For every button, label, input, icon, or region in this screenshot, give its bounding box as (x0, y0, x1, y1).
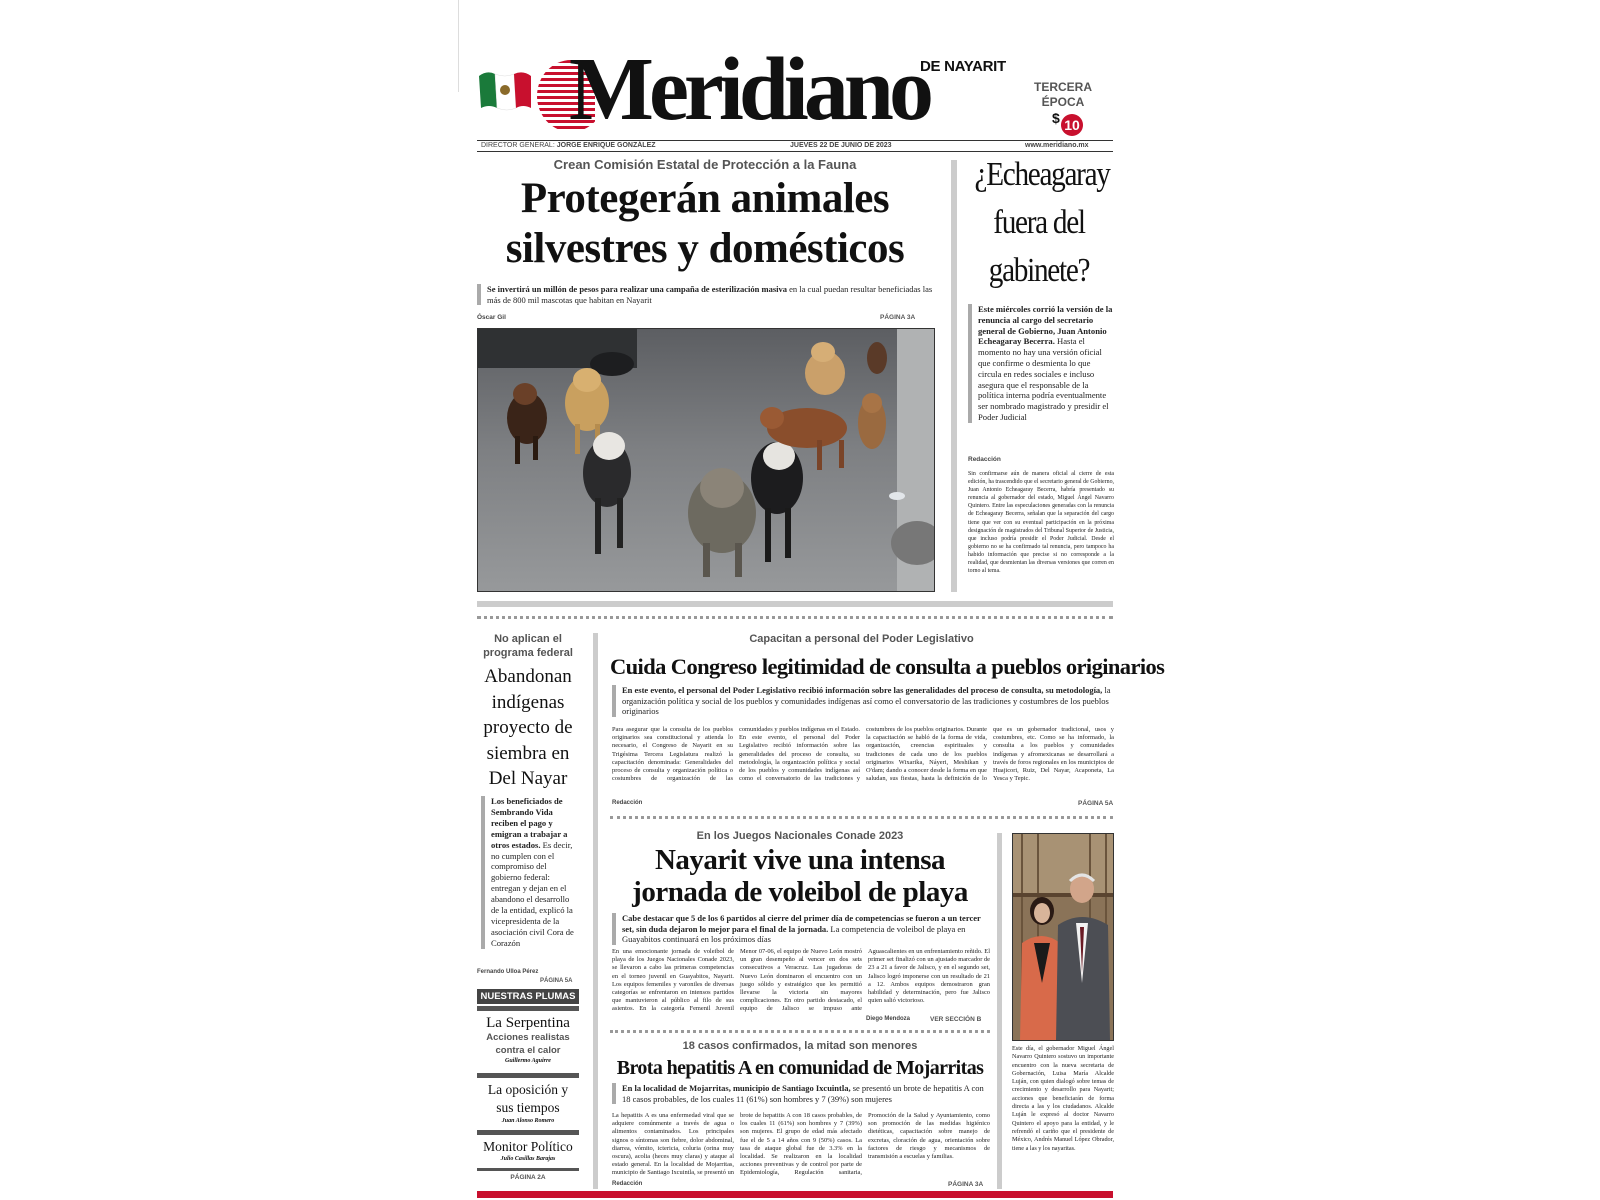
masthead-title: Meridiano (569, 40, 929, 139)
stray-dogs-photo (477, 328, 935, 592)
right-column-divider (997, 833, 1002, 1189)
plumas-item-2-sub1: sus tiempos (496, 1100, 560, 1115)
plumas-item-2-author: Juan Alonso Romero (501, 1118, 555, 1124)
page-edge-line (458, 0, 459, 92)
bottom-red-rule (477, 1191, 1113, 1198)
congreso-lead-rest: la organización política y social de los pueblos y comunidades indígenas así como el conversatorio de las tradiciones y costumbres de los pueblos originarios (622, 685, 1111, 716)
main-headline-line-1: Protegerán animales (520, 175, 890, 222)
side-headline-3: gabinete? (988, 252, 1090, 289)
left-headline-2: indígenas (491, 691, 565, 713)
plumas-item-1[interactable] (477, 1014, 579, 1065)
left-column-divider (593, 633, 598, 1189)
voleibol-headline-2: jornada de voleibol de playa (632, 876, 968, 908)
plumas-header: NUESTRAS PLUMAS (477, 989, 579, 1004)
main-lead-rest: en la cual puedan resultar beneficiadas las más de 800 mil mascotas que habitan en Nayarit (487, 284, 933, 305)
plumas-item-1-author: Guillermo Aguirre (505, 1058, 551, 1064)
left-headline-3: proyecto de (483, 717, 573, 738)
side-divider (951, 160, 957, 592)
side-lead-bold: Este miércoles corrió la versión de la renuncia al cargo del secretario general de Gobierno, Juan Antonio Echeagaray Becerra. (978, 304, 1113, 347)
hepatitis-page-ref: PÁGINA 3A (948, 1181, 984, 1188)
edition-line-1: TERCERA (1033, 80, 1092, 94)
voleibol-byline: Diego Mendoza (866, 1016, 911, 1022)
hepatitis-byline: Redacción (612, 1181, 643, 1187)
left-headline (477, 664, 579, 792)
left-byline: Fernando Ulloa Pérez (477, 969, 539, 975)
voleibol-kicker: En los Juegos Nacionales Conade 2023 (696, 830, 904, 842)
hepatitis-lead-bold: En la localidad de Mojarritas, municipio de Santiago Ixcuintla, (622, 1083, 851, 1093)
price-currency: $ (1052, 110, 1060, 126)
plumas-bar-3 (477, 1130, 579, 1135)
congreso-body: Para asegurar que la consulta de los pueblos originarios sea constitucional y atienda lo necesario, el Congreso de Nayarit en su Trigésima Tercera Legislatura realizó la capacitación denominada: Generalidades del proceso de consulta y organización política o costumbres de organización de las comunidades y pueblos indígenas en el Estado. En este evento, el personal del Poder Legislativo recibió información sobre las generalidades del proceso de consulta, su metodología, la organización política y social de los pueblos y comunidades indígenas así como el conversatorio de las tradiciones y costumbres de los pueblos originarios. Durante la capacitación se habló de la forma de vida, organización, creencias espirituales y tradiciones de cada uno de los pueblos originarios Wixarika, Náyeri, Meshikan y O'dam; dando a conocer desde la forma en que saludan, sus fiestas, hasta la definición de lo que es un gobernador tradicional, usos y costumbres, etc. Como se ha informado, la consulta a los pueblos y comunidades indígenas y afromexicanas se desarrollará a través de foros regionales en los municipios de Huajicori, Ruiz, Del Nayar, Acaponeta, La Yesca y Tepic. (612, 726, 1114, 783)
section-bar (477, 601, 1113, 607)
plumas-bar-2 (477, 1073, 579, 1078)
congreso-headline: Cuida Congreso legitimidad de consulta a pueblos originarios (610, 654, 1165, 679)
congreso-page-ref: PÁGINA 5A (1078, 800, 1114, 807)
dotted-separator-1 (477, 616, 1113, 619)
masthead (477, 40, 1113, 142)
side-lead (968, 304, 1114, 423)
hepatitis-headline: Brota hepatitis A en comunidad de Mojarritas (616, 1057, 984, 1079)
main-headline-line-2: silvestres y domésticos (505, 225, 905, 272)
left-lead-rest: Es decir, no cumplen con el compromiso del gobierno federal: entregan y dejan en el abandono el desarrollo de la entidad, explicó la vicepresidenta de la asociación civil Cora de Corazón (491, 839, 574, 948)
main-kicker: Crean Comisión Estatal de Protección a la Fauna (553, 157, 857, 172)
mexico-flag-icon (477, 68, 533, 112)
voleibol-body: En una emocionante jornada de voleibol de playa de los Juegos Nacionales Conade 2023, se llevaron a cabo las primeras competencias en el torneo juvenil en Guayabitos, Nayarit. Los equipos femeniles y varoniles de diversas categorías se enfrentaron en intensos partidos que mantuvieron al público al filo de sus asientos. En la categoría Femenil Juvenil Menor 07-06, el equipo de Nuevo León mostró un gran desempeño al vencer en dos sets consecutivos a Veracruz. Las jugadoras de Nuevo León dominaron el encuentro con un juego sólido y estratégico que les permitió llevarse la victoria sin mayores complicaciones. En otro partido destacado, el equipo de Jalisco se impuso ante Aguascalientes en un enfrentamiento reñido. El primer set finalizó con un ajustado marcador de 23 a 21 a favor de Jalisco, y en el segundo set, Jalisco logró imponerse con un resultado de 21 a 12. Ambos equipos demostraron gran habilidad y determinación, pero fue Jalisco quien salió victorioso. (612, 948, 990, 1013)
hepatitis-lead-rest: se presentó un brote de hepatitis A con 18 casos probables, de los cuales 11 (61%) son hombres y 7 (39%) son mujeres (622, 1083, 984, 1104)
plumas-page-ref: PÁGINA 2A (510, 1174, 546, 1181)
masthead-region: DE NAYARIT (920, 58, 1006, 75)
left-page-ref: PÁGINA 5A (540, 978, 573, 984)
main-byline: Óscar Gil (477, 314, 506, 321)
plumas-item-1-title: La Serpentina (486, 1015, 570, 1031)
plumas-item-3-author: Julio Casillas Barajas (500, 1156, 556, 1162)
main-page-ref: PÁGINA 3A (880, 314, 916, 321)
plumas-item-2[interactable] (477, 1081, 579, 1125)
edition-line-2: ÉPOCA (1041, 95, 1085, 109)
side-headline-1: ¿Echeagaray (974, 156, 1110, 193)
left-headline-1: Abandonan (484, 666, 572, 687)
hepatitis-kicker: 18 casos confirmados, la mitad son menores (682, 1040, 918, 1052)
date-bar (477, 140, 1113, 152)
dotted-separator-2 (610, 816, 1113, 819)
director-name: JORGE ENRIQUE GONZÁLEZ (556, 142, 656, 149)
issue-date: JUEVES 22 DE JUNIO DE 2023 (790, 142, 892, 149)
plumas-item-3-title: Monitor Político (483, 1139, 573, 1154)
main-lead-bold: Se invertirá un millón de pesos para realizar una campaña de esterilización masiva (487, 284, 788, 294)
left-lead-bold: Los beneficiados de Sembrando Vida reciben el pago y emigran a trabajar a otros estados. (491, 796, 568, 850)
voleibol-page-ref: VER SECCIÓN B (930, 1016, 982, 1023)
plumas-bar-4 (477, 1168, 579, 1171)
congreso-lead (612, 685, 1112, 717)
main-lead (477, 284, 933, 305)
hepatitis-body: La hepatitis A es una enfermedad viral que se adquiere comúnmente a través de agua o alimentos contaminados. Los principales signos o síntomas son fiebre, dolor abdominal, diarrea, vómito, ictericia, coluria (orina muy oscura), acolia (heces muy claras) y ataque al estado general. En la localidad de Mojarritas, municipio de Santiago Ixcuintla, se presentó un brote de hepatitis A con 18 casos probables, de los cuales 11 (61%) son hombres y 7 (39%) son mujeres. El grupo de edad más afectado fue el de 5 a 14 años con 9 (50%) casos. La tasa de ataque global fue de 3.3% en la localidad. Se realizaron en la localidad acciones preventivas y de control por parte de Epidemiología, Regulación sanitaria, Promoción de la Salud y Ayuntamiento, como son promoción de las medidas higiénico dietéticas, capacitación sobre manejo de excretas, cloración de agua, orientación sobre factores de riesgo y mecanismos de transmisión a escuelas y familias. (612, 1112, 990, 1177)
left-headline-4: siembra en (486, 742, 570, 764)
hepatitis-lead (612, 1083, 990, 1104)
plumas-item-1-sub1: Acciones realistas (486, 1032, 570, 1043)
left-lead (481, 796, 579, 949)
left-headline-5: Del Nayar (488, 768, 568, 789)
voleibol-lead-bold: Cabe destacar que 5 de los 6 partidos al cierre del primer día de competencias se fueron a un tercer set, sin duda dejaron lo mejor para el final de la jornada. (622, 913, 981, 934)
congreso-lead-bold: En este evento, el personal del Poder Legislativo recibió información sobre las generalidades del proceso de consulta, su metodología, (622, 685, 1103, 695)
plumas-item-3[interactable] (477, 1138, 579, 1163)
price-badge: 10 (1061, 114, 1083, 136)
side-byline: Redacción (968, 456, 1001, 463)
site-url[interactable]: www.meridiano.mx (1025, 142, 1089, 149)
left-kicker: No aplican el programa federal (483, 633, 573, 659)
side-lead-rest: Hasta el momento no hay una versión oficial que confirme o desmienta lo que circula en redes sociales e incluso asegura que el responsable de la política interna podría eventualmente ser nombrado magistrado y presidir el Poder Judicial (978, 336, 1109, 422)
voleibol-headline-1: Nayarit vive una intensa (654, 844, 946, 876)
side-headline-2: fuera del (993, 204, 1085, 241)
governor-meeting-photo (1012, 833, 1114, 1041)
congreso-kicker: Capacitan a personal del Poder Legislativo (749, 633, 974, 645)
photo-caption: Este día, el gobernador Miguel Ángel Navarro Quintero sostuvo un importante encuentro con la nueva secretaria de Gobernación, Luisa María Alcalde Luján, con quien dialogó sobre temas de crecimiento y desarrollo para Nayarit; acciones que beneficiarán de forma directa a las y los ciudadanos. Alcalde Luján le expresó al doctor Navarro Quintero el apoyo para la entidad, y le refrendó el cariño que el presidente de México, Andrés Manuel López Obrador, tiene a las y los nayaritas. (1012, 1045, 1114, 1152)
plumas-item-1-sub2: contra el calor (495, 1045, 561, 1056)
congreso-byline: Redacción (612, 800, 643, 806)
voleibol-lead-rest: La competencia de voleibol de playa en Guayabitos continuará en los próximos días (622, 923, 966, 944)
plumas-item-2-title: La oposición y (487, 1082, 569, 1097)
side-body: Sin confirmarse aún de manera oficial al cierre de esta edición, ha trascendido que el secretario general de Gobierno, Juan Antonio Echeagaray Becerra, habría presentado su renuncia al gobernador del estado, Miguel Ángel Navarro Quintero. Entre las especulaciones generadas con la renuncia de Echeagaray Becerra, señalan que la separación del cargo tiene que ver con su eventual participación en la próxima designación de magistrados del Tribunal Superior de Justicia, que incluso podría presidir el Poder Judicial. Desde el gobierno no se ha confirmado tal renuncia, pero tampoco ha habido información que precise si no corresponde a la realidad, que desmientan las diversas versiones que corren en torno al tema. (968, 471, 1114, 575)
plumas-bar (477, 1006, 579, 1011)
dotted-separator-3 (610, 1030, 990, 1033)
director-label: DIRECTOR GENERAL: (481, 142, 555, 149)
voleibol-lead (612, 913, 990, 945)
